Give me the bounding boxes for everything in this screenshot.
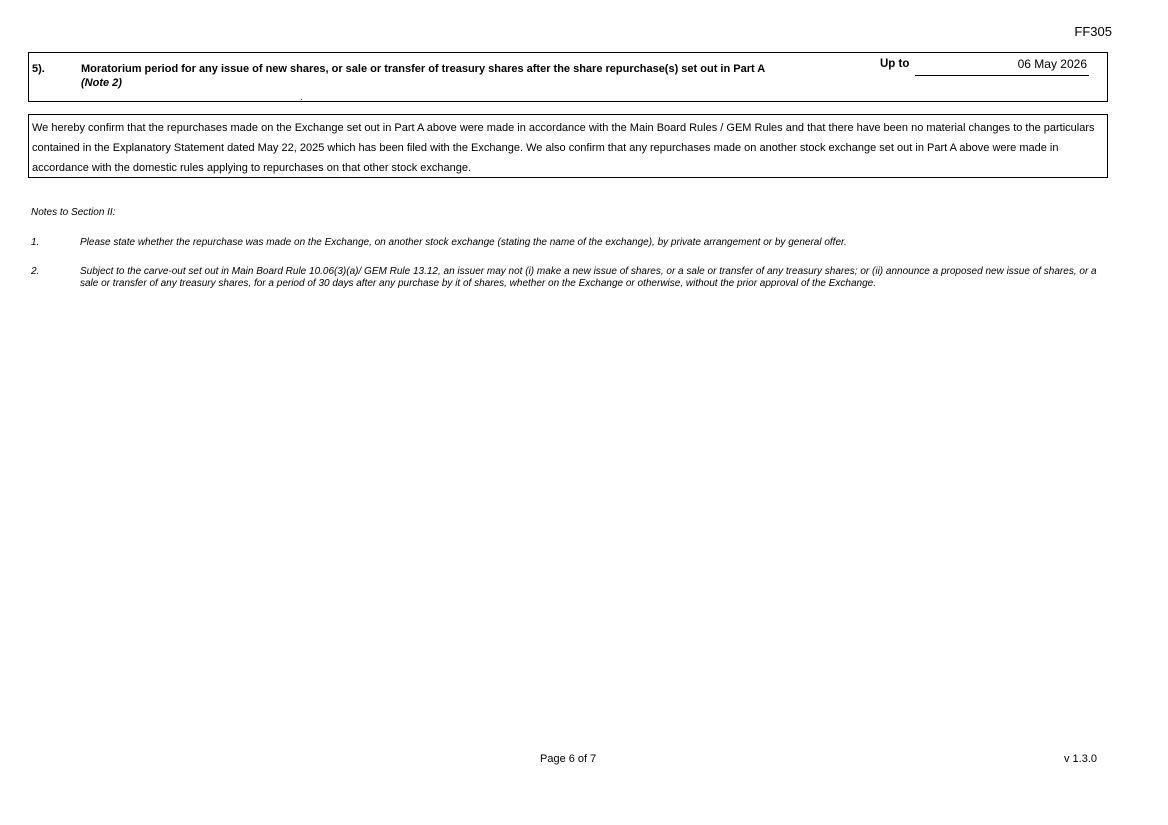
moratorium-date-field[interactable]: 06 May 2026 — [915, 57, 1089, 76]
note-number: 1. — [31, 237, 40, 248]
section-title: Moratorium period for any issue of new shares, or sale or transfer of treasury shares after the share repurchase(s) set out in Part A — [81, 63, 766, 75]
up-to-label: Up to — [880, 58, 910, 70]
confirmation-statement: We hereby confirm that the repurchases made on the Exchange set out in Part A above were made in accordance with the Main Board Rules / GEM Rules and that there have been no material changes to the particulars contained in the Explanatory Statement dated May 22, 2025 which has been filed with the Exchange. We also confirm that any repurchases made on another stock exchange set out in Part A above were made in accordance with the domestic rules applying to repurchases on that other stock exchange. — [28, 114, 1108, 178]
form-code: FF305 — [1074, 24, 1112, 39]
section-number: 5). — [32, 63, 45, 75]
note-text: Please state whether the repurchase was made on the Exchange, on another stock exchange (stating the name of the exchange), by private arrangement or by general offer. — [80, 237, 847, 248]
stray-dot — [301, 99, 302, 100]
notes-heading: Notes to Section II: — [31, 207, 116, 218]
page-number: Page 6 of 7 — [540, 753, 597, 765]
section-note-ref: (Note 2) — [81, 77, 122, 89]
note-number: 2. — [31, 266, 40, 277]
note-text: Subject to the carve-out set out in Main Board Rule 10.06(3)(a)/ GEM Rule 13.12, an issuer may not (i) make a new issue of shares, or a sale or transfer of any treasury shares; or (ii) announce a proposed new issue of shares, or a sale or transfer of any treasury shares, for a period of 30 days after any purchase by it of shares, whether on the Exchange or otherwise, without the prior approval of the Exchange. — [80, 266, 1097, 289]
moratorium-section — [28, 52, 1108, 102]
version-label: v 1.3.0 — [1063, 753, 1097, 765]
